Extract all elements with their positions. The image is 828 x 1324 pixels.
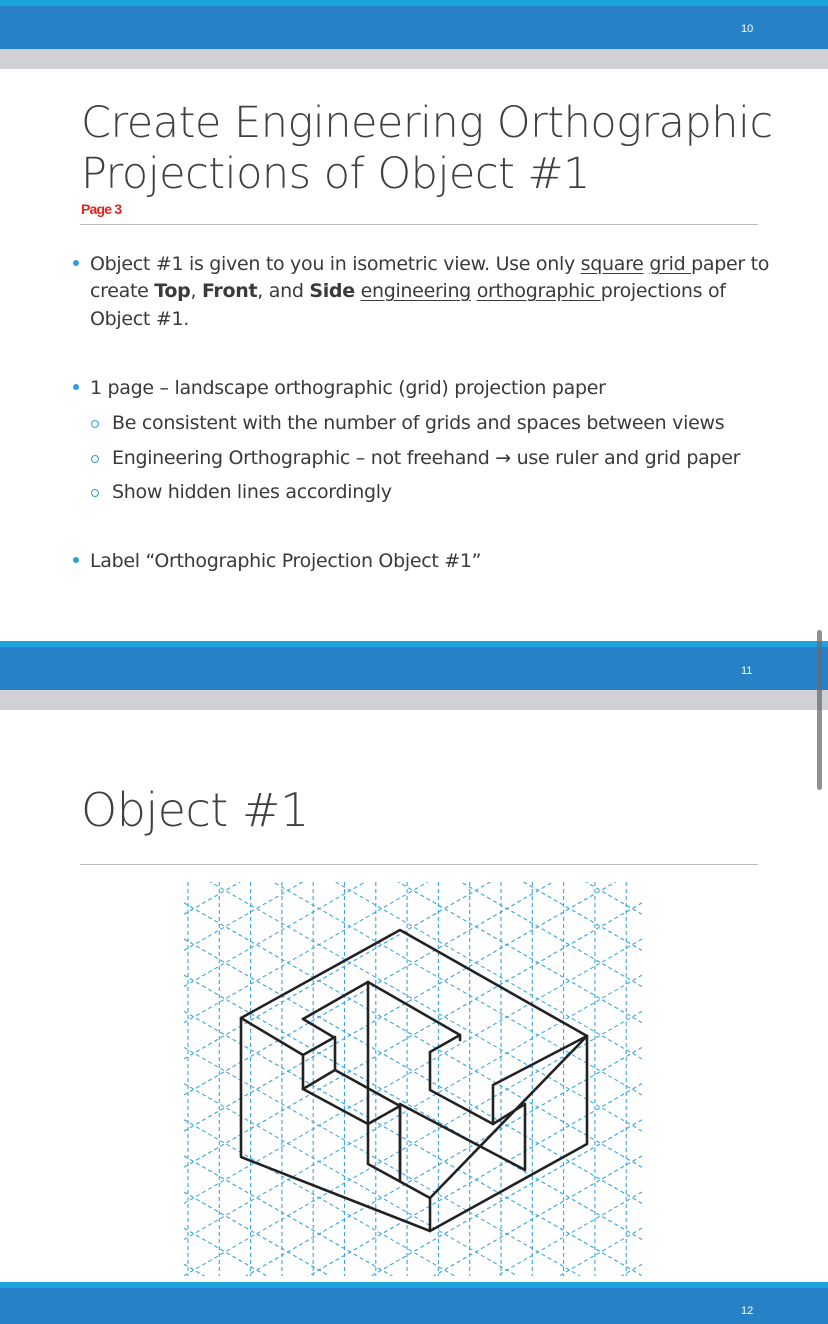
slide-gap <box>0 690 828 710</box>
bullet-marker <box>73 557 79 563</box>
slide-header-bar <box>0 1288 828 1324</box>
grid-paper <box>184 882 642 1276</box>
title-divider <box>80 224 758 225</box>
bullet-1-line-1: Object #1 is given to you in isometric view. Use only square grid paper to <box>90 253 770 275</box>
bullet-2: 1 page – landscape orthographic (grid) projection paper <box>90 377 606 399</box>
sub-bullet-marker <box>91 489 99 497</box>
page-tag: Page 3 <box>81 201 122 217</box>
bullet-marker <box>73 260 79 266</box>
sub-bullet-marker <box>91 455 99 463</box>
sub-bullet-3: Show hidden lines accordingly <box>112 481 392 503</box>
slide-number: 12 <box>741 1305 754 1317</box>
title-divider <box>80 864 758 865</box>
slide-number: 11 <box>741 665 753 677</box>
bullet-marker <box>73 384 79 390</box>
sub-bullet-marker <box>91 420 99 428</box>
sub-bullet-2: Engineering Orthographic – not freehand → use ruler and grid paper <box>112 447 741 469</box>
sub-bullet-1: Be consistent with the number of grids and spaces between views <box>112 412 725 434</box>
slide-header-bar <box>0 6 828 49</box>
slide-title: Object #1 <box>81 783 309 837</box>
scrollbar-thumb[interactable] <box>817 630 822 790</box>
isometric-drawing <box>184 882 642 1276</box>
bullet-1-line-2: create Top, Front, and Side engineering orthographic projections of <box>90 280 726 302</box>
bullet-3: Label “Orthographic Projection Object #1” <box>90 550 482 572</box>
slide-title: Create Engineering Orthographic Projections of Object #1 <box>81 98 773 199</box>
bullet-1-line-3: Object #1. <box>90 308 189 330</box>
slide-gap <box>0 49 828 69</box>
slide-header-bar <box>0 647 828 690</box>
slide-number: 10 <box>741 23 754 35</box>
